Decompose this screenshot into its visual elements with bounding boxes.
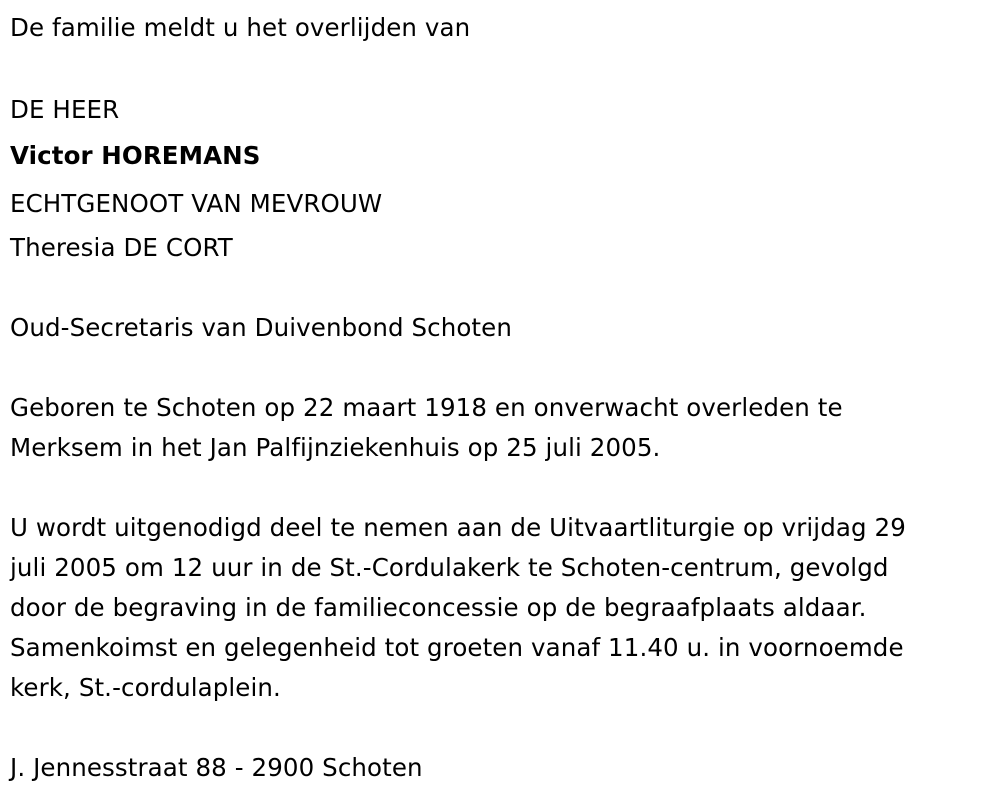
paragraph-line: door de begraving in de familieconcessie op de begraafplaats aldaar.	[10, 593, 867, 622]
paragraph-line: Merksem in het Jan Palfijnziekenhuis op 25 juli 2005.	[10, 433, 661, 462]
relation-text: ECHTGENOOT VAN MEVROUW	[10, 189, 383, 218]
paragraph-line: U wordt uitgenodigd deel te nemen aan de Uitvaartliturgie op vrijdag 29	[10, 513, 906, 542]
funeral-paragraph	[10, 508, 1000, 708]
spacer	[10, 268, 1000, 308]
spouse-name: Theresia DE CORT	[10, 233, 233, 262]
role-text: Oud-Secretaris van Duivenbond Schoten	[10, 313, 512, 342]
spacer	[10, 468, 1000, 508]
spacer	[10, 708, 1000, 748]
intro-text: De familie meldt u het overlijden van	[10, 13, 471, 42]
honorific: DE HEER	[10, 95, 120, 124]
paragraph-line: juli 2005 om 12 uur in de St.-Cordulakerk te Schoten-centrum, gevolgd	[10, 553, 889, 582]
paragraph-line: Samenkoimst en gelegenheid tot groeten vanaf 11.40 u. in voornoemde	[10, 633, 904, 662]
spacer	[10, 348, 1000, 388]
spacer	[10, 48, 1000, 88]
deceased-name: Victor HOREMANS	[10, 141, 261, 170]
paragraph-line: kerk, St.-cordulaplein.	[10, 673, 281, 702]
paragraph-line: Geboren te Schoten op 22 maart 1918 en onverwacht overleden te	[10, 393, 843, 422]
address-text: J. Jennesstraat 88 - 2900 Schoten	[10, 753, 423, 782]
birth-death-paragraph	[10, 388, 1000, 468]
